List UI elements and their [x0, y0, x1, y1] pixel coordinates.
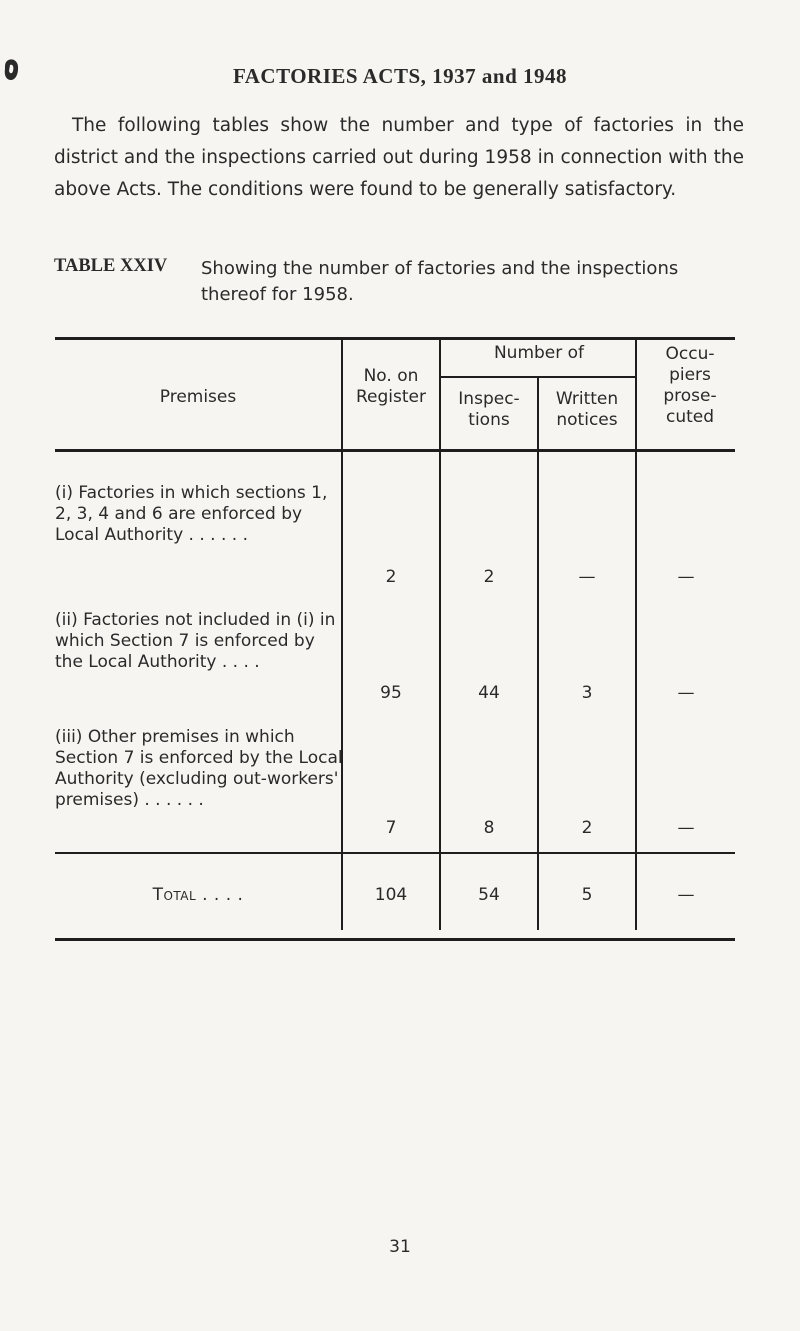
total-top-rule — [55, 852, 735, 854]
total-notices: 5 — [581, 885, 593, 905]
row-1-notices: — — [578, 567, 596, 587]
header-written-notices: Written notices — [555, 389, 619, 430]
total-register: 104 — [374, 885, 408, 905]
page-number: 31 — [389, 1237, 411, 1257]
col-divider-3 — [537, 378, 539, 930]
header-number-of: Number of — [493, 343, 585, 363]
row-1-premises: (i) Factories in which sections 1, 2, 3, 4 and 6 are enforced by Local Authority . . . . . . — [55, 483, 328, 545]
header-inspections: Inspec- tions — [458, 389, 520, 430]
row-2-prosecuted: — — [677, 683, 695, 703]
page-title: FACTORIES ACTS, 1937 and 1948 — [232, 64, 568, 88]
col-divider-4 — [635, 340, 637, 930]
header-no-on-register: No. on Register — [356, 366, 426, 407]
row-3-inspections: 8 — [483, 818, 495, 838]
row-3-prosecuted: — — [677, 818, 695, 838]
total-label: Total . . . . — [152, 885, 244, 905]
total-inspections: 54 — [478, 885, 500, 905]
row-3-notices: 2 — [581, 818, 593, 838]
row-2-inspections: 44 — [478, 683, 500, 703]
row-1-inspections: 2 — [483, 567, 495, 587]
row-1-prosecuted: — — [677, 567, 695, 587]
table-top-rule — [55, 337, 735, 340]
header-premises: Premises — [159, 387, 237, 407]
row-3-register: 7 — [385, 818, 397, 838]
total-prosecuted: — — [677, 885, 695, 905]
col-divider-2 — [439, 340, 441, 930]
row-2-notices: 3 — [581, 683, 593, 703]
table-bottom-rule — [55, 938, 735, 941]
table-caption-label: TABLE XXIV — [54, 256, 168, 276]
header-occupiers-prosecuted: Occu- piers prose- cuted — [663, 344, 717, 427]
header-bottom-rule — [55, 449, 735, 452]
row-2-premises: (ii) Factories not included in (i) in which Section 7 is enforced by the Local Authority . . . . — [55, 610, 336, 672]
row-2-register: 95 — [380, 683, 402, 703]
row-3-premises: (iii) Other premises in which Section 7 is enforced by the Local Authority (excluding out-workers' premises) . . . . . . — [55, 727, 343, 810]
table-caption-text: Showing the number of factories and the inspections thereof for 1958. — [201, 258, 679, 305]
intro-paragraph: The following tables show the number and type of factories in the district and the inspections carried out during 1958 in connection with the above Acts. The conditions were found to be generally satisfactory. — [54, 115, 744, 200]
row-1-register: 2 — [385, 567, 397, 587]
